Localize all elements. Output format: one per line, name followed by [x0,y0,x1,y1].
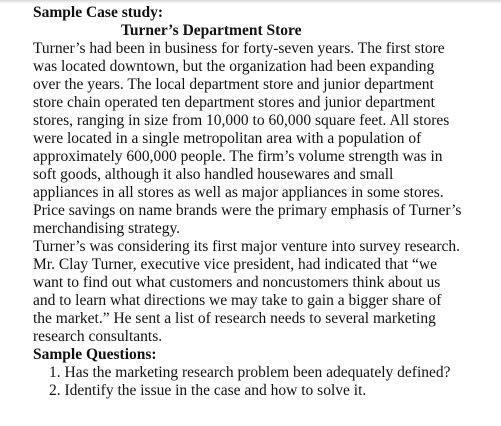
question-item: 1. Has the marketing research problem been adequately defined? [49,364,451,381]
text-line: the market.” He sent a list of research needs to several marketing [33,310,436,327]
text-line: Mr. Clay Turner, executive vice president, had indicated that “we [33,256,437,273]
text-line: stores, ranging in size from 10,000 to 60,000 square feet. All stores [33,112,450,129]
paragraph-1 [33,40,501,238]
text-line: appliances in all stores as well as major appliances in some stores. [33,184,444,201]
text-line: approximately 600,000 people. The firm’s volume strength was in [33,148,443,165]
question-item: 2. Identify the issue in the case and how to solve it. [49,382,367,399]
text-line: store chain operated ten department stores and junior department [33,94,435,111]
case-study-document [33,4,501,400]
questions-list [33,364,501,400]
text-line: and to learn what directions we may take to gain a bigger share of [33,292,442,309]
text-line: Turner’s was considering its first major venture into survey research. [33,238,461,255]
text-line: research consultants. [33,328,163,345]
case-title: Turner’s Department Store [121,22,302,39]
text-line: want to find out what customers and noncustomers think about us [33,274,441,291]
text-line: were located in a single metropolitan area with a population of [33,130,422,147]
text-line: over the years. The local department store and junior department [33,76,434,93]
text-line: soft goods, although it also handled housewares and small [33,166,394,183]
paragraph-2 [33,238,501,346]
text-line: was located downtown, but the organization had been expanding [33,58,435,75]
text-line: Turner’s had been in business for forty-seven years. The first store [33,40,445,57]
text-line: Price savings on name brands were the primary emphasis of Turner’s [33,202,462,219]
section-heading: Sample Case study: [33,4,164,21]
questions-heading: Sample Questions: [33,346,157,363]
text-line: merchandising strategy. [33,220,181,237]
